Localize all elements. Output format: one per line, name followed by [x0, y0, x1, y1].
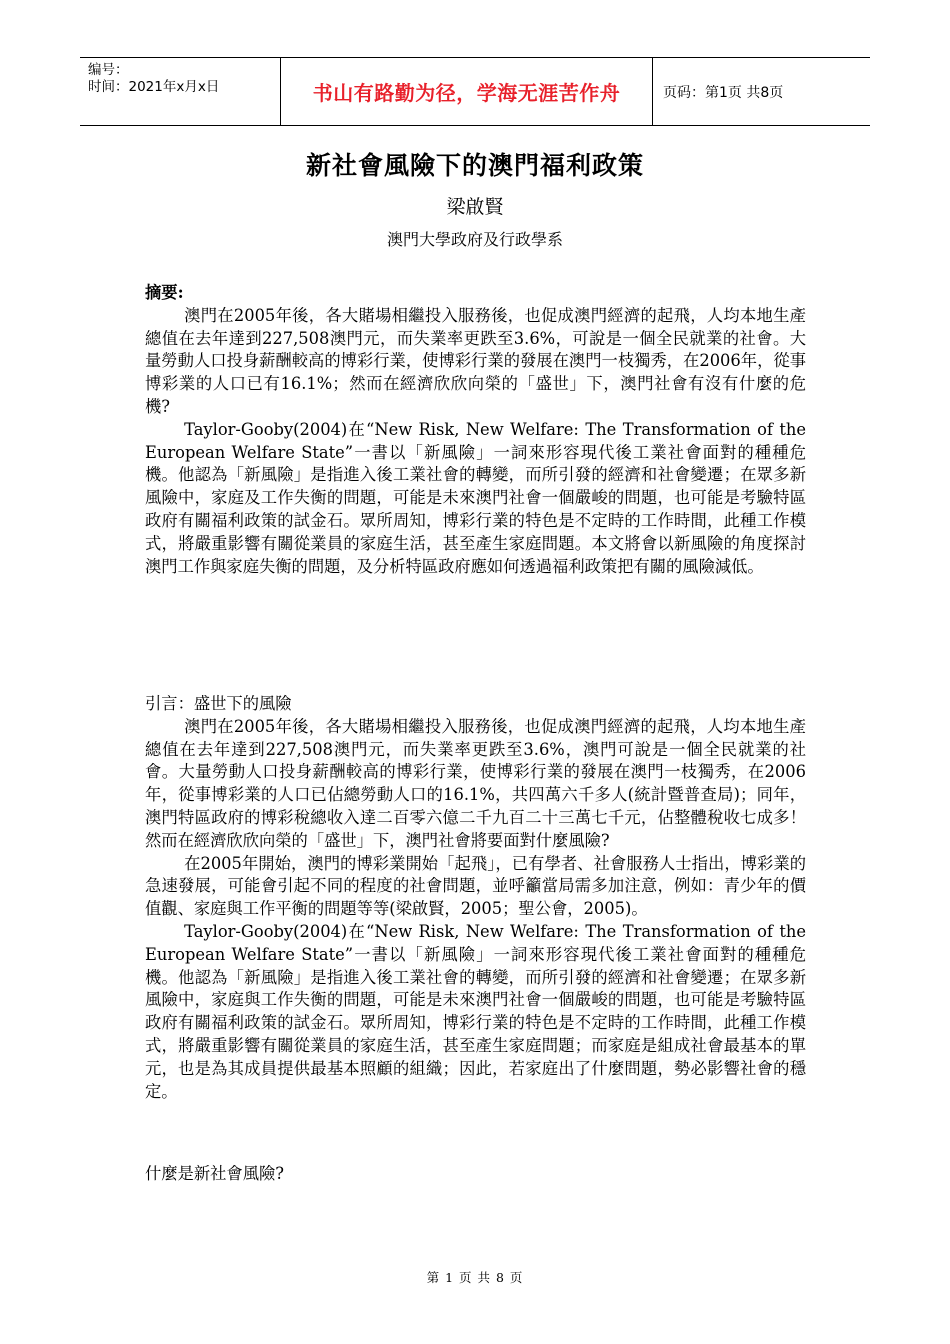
intro-paragraph-2: 在2005年開始，澳門的博彩業開始「起飛」，已有學者、社會服務人士指出，博彩業的急速發展，可能會引起不同的程度的社會問題，並呼籲當局需多加注意，例如：青少年的價值觀、家庭與工作平衡的問題等等(梁啟賢，2005；聖公會，2005)。 [145, 853, 806, 919]
abstract-paragraph-1: 澳門在2005年後，各大賭場相繼投入服務後，也促成澳門經濟的起飛，人均本地生產總值在去年達到227,508澳門元，而失業率更跌至3.6%，可說是一個全民就業的社會。大量勞動人口投身薪酬較高的博彩行業，使博彩行業的發展在澳門一枝獨秀，在2006年，從事博彩業的人口已有16.1%；然而在經濟欣欣向榮的「盛世」下，澳門社會有沒有什麼的危機? [145, 305, 806, 416]
time-label: 时间：2021年x月x日 [88, 79, 220, 95]
document-title: 新社會風險下的澳門福利政策 [305, 151, 644, 180]
header-meta [80, 58, 281, 125]
next-section-heading: 什麼是新社會風險? [145, 1164, 284, 1183]
intro-heading: 引言：盛世下的風險 [145, 694, 292, 713]
intro-paragraph-1: 澳門在2005年後，各大賭場相繼投入服務後，也促成澳門經濟的起飛，人均本地生產總值在去年達到227,508澳門元，而失業率更跌至3.6%，澳門可說是一個全民就業的社會。大量勞動人口投身薪酬較高的博彩行業，使博彩行業的發展在澳門一枝獨秀，在2006年，從事博彩業的人口已佔總勞動人口的16.1%，共四萬六千多人(統計暨普查局)；同年，澳門特區政府的博彩稅總收入達二百零六億二千九百二十三萬七千元，佔整體稅收七成多！然而在經濟欣欣向榮的「盛世」下，澳門社會將要面對什麼風險? [145, 716, 806, 850]
intro-paragraph-3: Taylor-Gooby(2004)在“New Risk, New Welfare: The Transformation of the European Welfare State”一書以「新風險」一詞來形容現代後工業社會面對的種種危機。他認為「新風險」是指進入後工業社會的轉變，而所引發的經濟和社會變遷；在眾多新風險中，家庭與工作失衡的問題，可能是未來澳門社會一個嚴峻的問題，也可能是考驗特區政府有關福利政策的試金石。眾所周知，博彩行業的特色是不定時的工作時間，此種工作模式，將嚴重影響有關從業員的家庭生活，甚至產生家庭問題；而家庭是組成社會最基本的單元，也是為其成員提供最基本照顧的組織；因此，若家庭出了什麼問題，勢必影響社會的穩定。 [145, 921, 806, 1101]
number-label: 编号： [88, 62, 129, 78]
motto-text: 书山有路勤为径，学海无涯苦作舟 [312, 81, 621, 105]
abstract-label: 摘要: [145, 283, 184, 302]
header-motto-cell [281, 58, 653, 125]
page-footer: 第 1 页 共 8 页 [426, 1270, 524, 1285]
author-name: 梁啟賢 [446, 196, 504, 218]
author-affiliation: 澳門大學政府及行政學系 [386, 230, 563, 249]
page-header [80, 57, 870, 126]
header-page-info: 页码：第1页 共8页 [663, 84, 784, 101]
abstract-section [145, 282, 806, 578]
intro-section [145, 693, 806, 1103]
abstract-paragraph-2: Taylor-Gooby(2004)在“New Risk, New Welfare: The Transformation of the European Welfare State”一書以「新風險」一詞來形容現代後工業社會面對的種種危機。他認為「新風險」是指進入後工業社會的轉變，而所引發的經濟和社會變遷；在眾多新風險中，家庭及工作失衡的問題，可能是未來澳門社會一個嚴峻的問題，也可能是考驗特區政府有關福利政策的試金石。眾所周知，博彩行業的特色是不定時的工作時間，此種工作模式，將嚴重影響有關從業員的家庭生活，甚至產生家庭問題。本文將會以新風險的角度探討澳門工作與家庭失衡的問題，及分析特區政府應如何透過福利政策把有關的風險減低。 [145, 419, 806, 576]
next-section [145, 1163, 806, 1186]
